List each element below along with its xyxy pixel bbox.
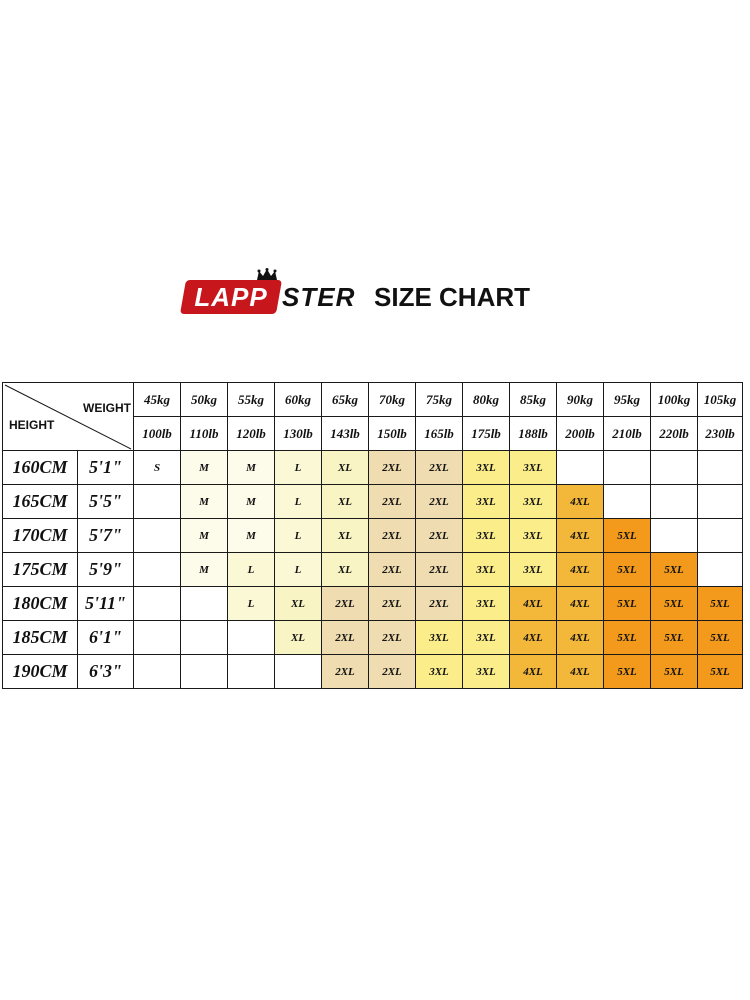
- weight-kg-row: [3, 383, 743, 417]
- size-cell: [651, 519, 698, 553]
- size-cell: [228, 655, 275, 689]
- size-cell: 5XL: [604, 553, 651, 587]
- height-cm-cell: 185CM: [3, 621, 78, 655]
- size-cell: 5XL: [651, 553, 698, 587]
- size-cell: XL: [275, 621, 322, 655]
- weight-lb-header: 210lb: [604, 417, 651, 451]
- weight-kg-header: 55kg: [228, 383, 275, 417]
- header: [0, 268, 750, 324]
- weight-kg-header: 60kg: [275, 383, 322, 417]
- size-cell: 3XL: [463, 519, 510, 553]
- page-title: SIZE CHART: [374, 282, 530, 312]
- size-cell: [698, 485, 743, 519]
- weight-lb-header: 143lb: [322, 417, 369, 451]
- size-cell: [275, 655, 322, 689]
- size-cell: 3XL: [463, 655, 510, 689]
- height-ft-cell: 5'7": [78, 519, 134, 553]
- weight-lb-header: 188lb: [510, 417, 557, 451]
- size-cell: M: [181, 451, 228, 485]
- weight-lb-header: 200lb: [557, 417, 604, 451]
- size-cell: XL: [322, 451, 369, 485]
- size-cell: 2XL: [322, 621, 369, 655]
- size-cell: 3XL: [463, 451, 510, 485]
- weight-lb-header: 175lb: [463, 417, 510, 451]
- size-cell: [651, 451, 698, 485]
- size-cell: 5XL: [604, 587, 651, 621]
- size-cell: 4XL: [557, 621, 604, 655]
- weight-kg-header: 70kg: [369, 383, 416, 417]
- size-cell: 2XL: [416, 451, 463, 485]
- size-cell: 2XL: [369, 553, 416, 587]
- height-label: HEIGHT: [9, 418, 55, 432]
- height-cm-cell: 165CM: [3, 485, 78, 519]
- size-cell: 2XL: [369, 621, 416, 655]
- size-cell: L: [228, 553, 275, 587]
- weight-kg-header: 80kg: [463, 383, 510, 417]
- size-cell: 5XL: [604, 519, 651, 553]
- weight-kg-header: 75kg: [416, 383, 463, 417]
- size-cell: [228, 621, 275, 655]
- size-cell: [651, 485, 698, 519]
- size-cell: 3XL: [416, 621, 463, 655]
- diagonal-divider: [3, 383, 134, 451]
- size-cell: 2XL: [369, 587, 416, 621]
- logo-text: LAPP: [194, 282, 268, 312]
- size-cell: 3XL: [510, 485, 557, 519]
- size-cell: L: [275, 485, 322, 519]
- table-row: [3, 451, 743, 485]
- size-cell: 2XL: [322, 655, 369, 689]
- size-cell: 5XL: [698, 621, 743, 655]
- size-cell: XL: [322, 485, 369, 519]
- table-row: [3, 485, 743, 519]
- height-cm-cell: 170CM: [3, 519, 78, 553]
- size-cell: [134, 587, 181, 621]
- size-cell: 5XL: [651, 655, 698, 689]
- size-cell: 4XL: [557, 519, 604, 553]
- size-cell: [604, 485, 651, 519]
- table-row: [3, 655, 743, 689]
- height-ft-cell: 6'1": [78, 621, 134, 655]
- weight-lb-header: 220lb: [651, 417, 698, 451]
- weight-kg-header: 95kg: [604, 383, 651, 417]
- size-cell: [181, 655, 228, 689]
- size-cell: 2XL: [322, 587, 369, 621]
- table-row: [3, 587, 743, 621]
- size-cell: M: [228, 485, 275, 519]
- size-cell: [698, 451, 743, 485]
- size-cell: S: [134, 451, 181, 485]
- size-cell: [557, 451, 604, 485]
- size-cell: M: [181, 519, 228, 553]
- size-cell: 2XL: [369, 451, 416, 485]
- size-cell: 2XL: [369, 655, 416, 689]
- table-row: [3, 621, 743, 655]
- height-cm-cell: 180CM: [3, 587, 78, 621]
- size-cell: 3XL: [510, 553, 557, 587]
- size-cell: L: [275, 519, 322, 553]
- size-cell: 4XL: [510, 621, 557, 655]
- size-cell: L: [275, 451, 322, 485]
- size-cell: 5XL: [698, 587, 743, 621]
- size-cell: [698, 553, 743, 587]
- size-cell: 2XL: [416, 485, 463, 519]
- weight-lb-header: 230lb: [698, 417, 743, 451]
- table-row: [3, 519, 743, 553]
- logo-tail: STER: [282, 282, 356, 312]
- weight-kg-header: 50kg: [181, 383, 228, 417]
- weight-kg-header: 85kg: [510, 383, 557, 417]
- size-cell: M: [228, 519, 275, 553]
- size-cell: 4XL: [557, 655, 604, 689]
- weight-kg-header: 90kg: [557, 383, 604, 417]
- weight-kg-header: 105kg: [698, 383, 743, 417]
- weight-kg-header: 45kg: [134, 383, 181, 417]
- size-cell: 5XL: [651, 587, 698, 621]
- size-cell: 5XL: [604, 655, 651, 689]
- size-cell: 3XL: [463, 621, 510, 655]
- size-cell: 3XL: [463, 485, 510, 519]
- size-cell: M: [228, 451, 275, 485]
- size-cell: 4XL: [557, 553, 604, 587]
- size-cell: 4XL: [510, 587, 557, 621]
- size-cell: [134, 485, 181, 519]
- size-cell: [134, 519, 181, 553]
- size-cell: XL: [322, 519, 369, 553]
- height-cm-cell: 190CM: [3, 655, 78, 689]
- size-cell: 4XL: [557, 485, 604, 519]
- weight-lb-header: 165lb: [416, 417, 463, 451]
- size-cell: XL: [275, 587, 322, 621]
- size-cell: [181, 621, 228, 655]
- size-cell: 3XL: [463, 553, 510, 587]
- height-cm-cell: 175CM: [3, 553, 78, 587]
- brand-logo: [183, 280, 279, 314]
- weight-lb-header: 110lb: [181, 417, 228, 451]
- height-ft-cell: 5'11": [78, 587, 134, 621]
- weight-label: WEIGHT: [83, 401, 131, 415]
- size-cell: 2XL: [416, 553, 463, 587]
- size-cell: 3XL: [510, 519, 557, 553]
- table-corner-header: [3, 383, 134, 451]
- size-cell: XL: [322, 553, 369, 587]
- crown-icon: [256, 268, 278, 282]
- height-ft-cell: 5'5": [78, 485, 134, 519]
- weight-lb-header: 120lb: [228, 417, 275, 451]
- weight-kg-header: 100kg: [651, 383, 698, 417]
- size-cell: [698, 519, 743, 553]
- size-cell: [181, 587, 228, 621]
- weight-kg-header: 65kg: [322, 383, 369, 417]
- height-ft-cell: 5'1": [78, 451, 134, 485]
- size-cell: [134, 655, 181, 689]
- size-cell: L: [228, 587, 275, 621]
- weight-lb-header: 130lb: [275, 417, 322, 451]
- size-cell: [134, 553, 181, 587]
- size-chart-table: [2, 382, 743, 689]
- size-cell: 2XL: [369, 519, 416, 553]
- size-cell: [134, 621, 181, 655]
- size-cell: 3XL: [416, 655, 463, 689]
- size-cell: 2XL: [416, 519, 463, 553]
- size-cell: 3XL: [510, 451, 557, 485]
- height-ft-cell: 6'3": [78, 655, 134, 689]
- table-row: [3, 553, 743, 587]
- size-cell: 3XL: [463, 587, 510, 621]
- size-cell: 2XL: [369, 485, 416, 519]
- weight-lb-header: 150lb: [369, 417, 416, 451]
- size-cell: 4XL: [557, 587, 604, 621]
- size-cell: [604, 451, 651, 485]
- weight-lb-header: 100lb: [134, 417, 181, 451]
- height-cm-cell: 160CM: [3, 451, 78, 485]
- size-cell: L: [275, 553, 322, 587]
- size-cell: M: [181, 553, 228, 587]
- size-cell: M: [181, 485, 228, 519]
- size-cell: 4XL: [510, 655, 557, 689]
- height-ft-cell: 5'9": [78, 553, 134, 587]
- size-cell: 5XL: [604, 621, 651, 655]
- size-cell: 5XL: [651, 621, 698, 655]
- size-cell: 5XL: [698, 655, 743, 689]
- size-cell: 2XL: [416, 587, 463, 621]
